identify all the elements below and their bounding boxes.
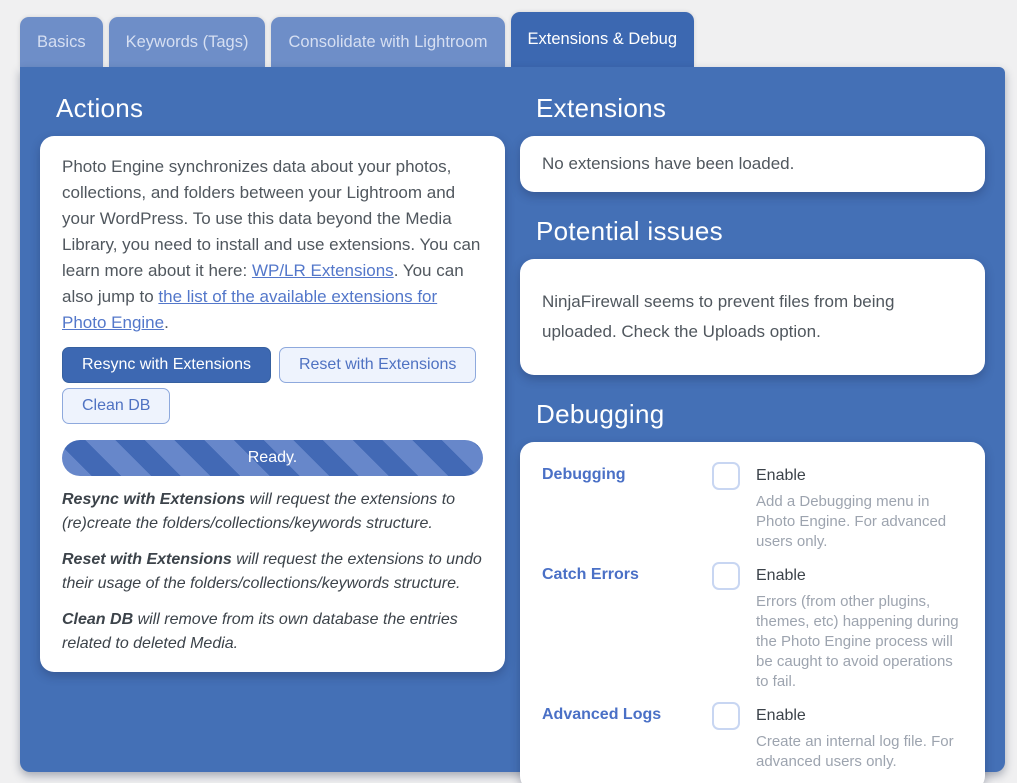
catch-errors-enable-label[interactable]: Enable xyxy=(756,567,806,584)
debugging-row-debugging xyxy=(542,462,963,552)
note-reset-term: Reset with Extensions xyxy=(62,551,232,568)
note-resync-term: Resync with Extensions xyxy=(62,491,246,508)
potential-issues-section-title: Potential issues xyxy=(536,216,723,246)
sync-progress-bar xyxy=(62,440,483,476)
wplr-extensions-link[interactable]: WP/LR Extensions xyxy=(251,261,394,280)
tab-bar xyxy=(20,12,694,67)
catch-errors-row-content xyxy=(756,562,963,692)
clean-db-button[interactable]: Clean DB xyxy=(62,388,170,424)
actions-button-row-2 xyxy=(62,388,483,424)
debugging-row-label: Debugging xyxy=(542,466,626,483)
extensions-list-link[interactable]: the list of the available extensions for Photo Engine xyxy=(62,287,438,332)
intro-text-middle: . You can also jump to xyxy=(62,261,464,306)
extensions-card xyxy=(520,136,985,192)
extensions-debug-panel xyxy=(20,67,1005,772)
extensions-debug-column xyxy=(520,67,985,772)
note-clean-db-text: will remove from its own database the entries related to deleted Media. xyxy=(62,611,458,652)
resync-with-extensions-button[interactable]: Resync with Extensions xyxy=(62,347,271,383)
debugging-row-catch-errors xyxy=(542,562,963,692)
intro-text-after: . xyxy=(164,313,169,332)
intro-text-before: Photo Engine synchronizes data about your photos, collections, and folders between your Lightroom and your WordPress. To use this data beyond the Media Library, you need to install and use extensions. You can learn more about it here: xyxy=(62,157,481,280)
advanced-logs-enable-label[interactable]: Enable xyxy=(756,707,806,724)
extensions-empty-message: No extensions have been loaded. xyxy=(542,154,795,173)
actions-section-title: Actions xyxy=(56,93,144,123)
tab-consolidate-with-lightroom[interactable]: Consolidate with Lightroom xyxy=(271,17,504,67)
note-reset-text: will request the extensions to undo their usage of the folders/collections/keywords structure. xyxy=(62,551,482,592)
tab-extensions-debug[interactable]: Extensions & Debug xyxy=(511,12,695,67)
potential-issues-message: NinjaFirewall seems to prevent files from being uploaded. Check the Uploads option. xyxy=(542,292,895,341)
note-reset xyxy=(62,548,483,596)
intro-paragraph xyxy=(62,154,483,336)
catch-errors-row-description: Errors (from other plugins, themes, etc) happening during the Photo Engine process will be caught to avoid operations to fail. xyxy=(756,593,959,690)
extensions-section-title: Extensions xyxy=(536,93,667,123)
catch-errors-enable-checkbox[interactable] xyxy=(712,562,740,590)
actions-column xyxy=(40,67,505,772)
debugging-row-advanced-logs xyxy=(542,702,963,772)
debugging-enable-label[interactable]: Enable xyxy=(756,467,806,484)
advanced-logs-row-label: Advanced Logs xyxy=(542,706,662,723)
note-resync-text: will request the extensions to (re)create the folders/collections/keywords structure. xyxy=(62,491,456,532)
note-resync xyxy=(62,488,483,536)
debugging-enable-checkbox[interactable] xyxy=(712,462,740,490)
reset-with-extensions-button[interactable]: Reset with Extensions xyxy=(279,347,476,383)
note-clean-db-term: Clean DB xyxy=(62,611,134,628)
catch-errors-row-label: Catch Errors xyxy=(542,566,639,583)
potential-issues-card xyxy=(520,259,985,375)
debugging-row-content xyxy=(756,462,963,552)
advanced-logs-enable-checkbox[interactable] xyxy=(712,702,740,730)
note-clean-db xyxy=(62,608,483,656)
progress-status-text: Ready. xyxy=(247,449,298,466)
debugging-row-description: Add a Debugging menu in Photo Engine. For advanced users only. xyxy=(756,493,947,550)
debugging-card xyxy=(520,442,985,783)
actions-button-row xyxy=(62,347,483,383)
advanced-logs-row-content xyxy=(756,702,963,772)
tab-basics[interactable]: Basics xyxy=(20,17,103,67)
tab-keywords-tags[interactable]: Keywords (Tags) xyxy=(109,17,266,67)
actions-card xyxy=(40,136,505,672)
debugging-section-title: Debugging xyxy=(536,399,665,429)
advanced-logs-row-description: Create an internal log file. For advanced users only. xyxy=(756,733,954,770)
